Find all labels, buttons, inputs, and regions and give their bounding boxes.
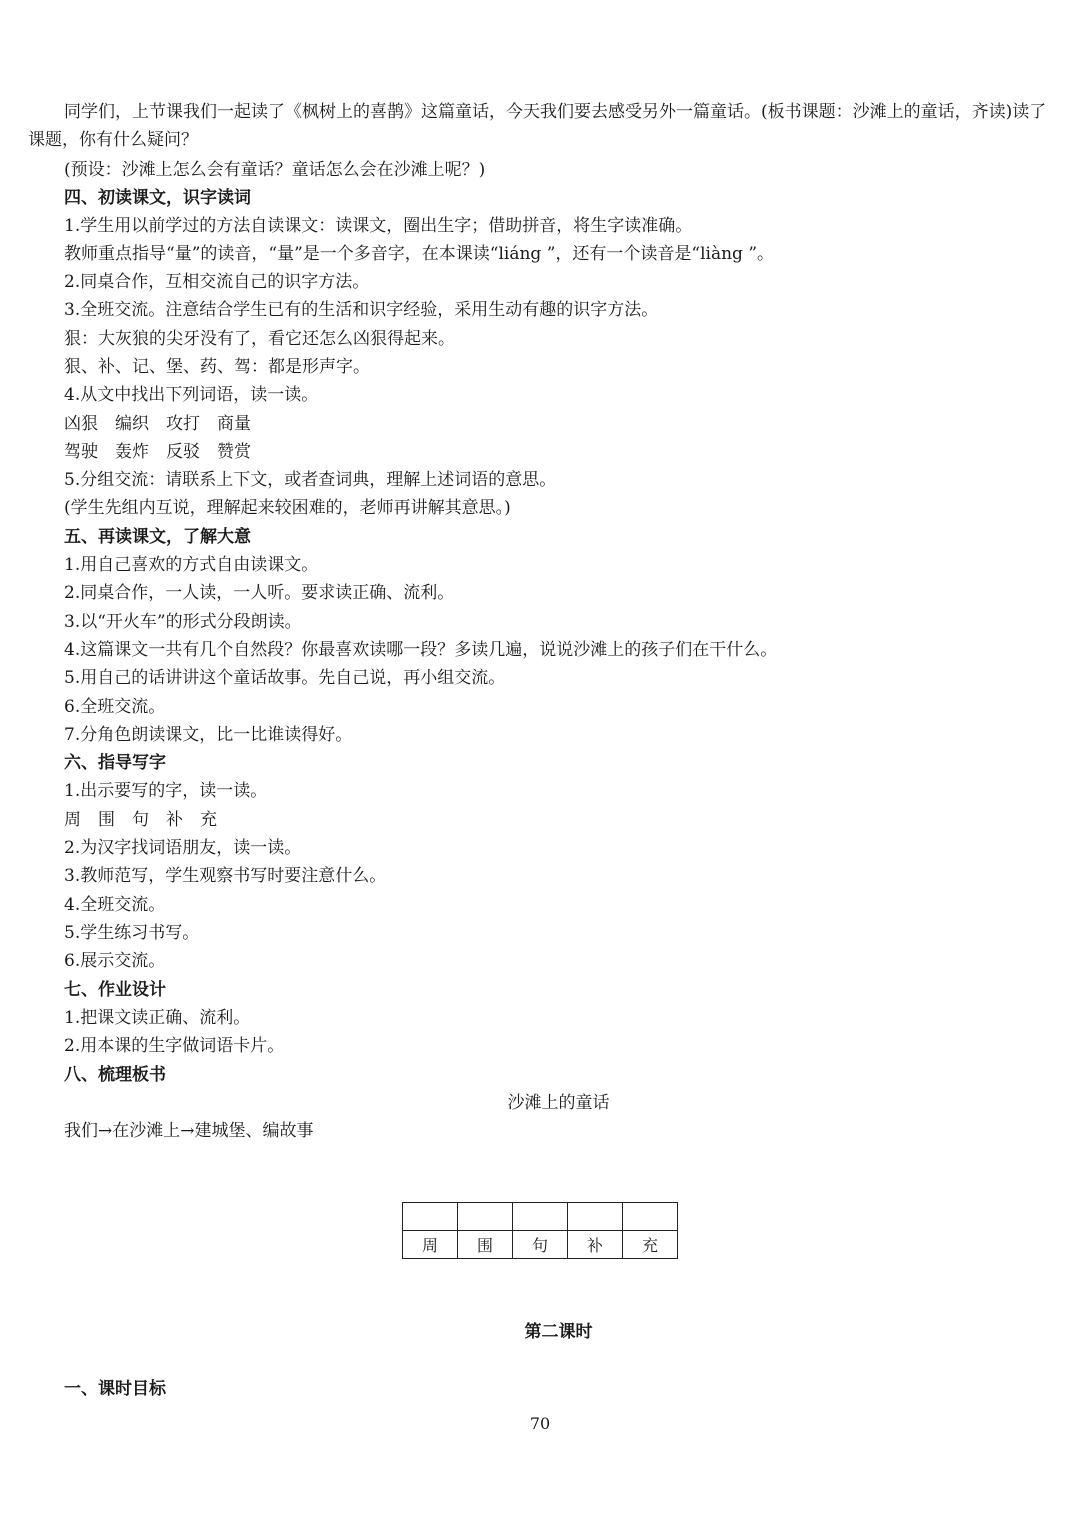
section4-note: (学生先组内互说，理解起来较困难的，老师再讲解其意思。) bbox=[64, 498, 511, 518]
section4-line: 狠：大灰狼的尖牙没有了，看它还怎么凶狠得起来。 bbox=[64, 329, 455, 349]
grid-cell bbox=[458, 1203, 513, 1231]
grid-empty-row bbox=[403, 1203, 678, 1231]
section5-line: 4.这篇课文一共有几个自然段？你最喜欢读哪一段？多读几遍，说说沙滩上的孩子们在干什么。 bbox=[64, 640, 778, 660]
section5-line: 3.以“开火车”的形式分段朗读。 bbox=[64, 612, 302, 632]
intro-preset: (预设：沙滩上怎么会有童话？童话怎么会在沙滩上呢？) bbox=[64, 160, 486, 180]
grid-cell: 围 bbox=[458, 1231, 513, 1259]
section4-line: 1.学生用以前学过的方法自读课文：读课文，圈出生字；借助拼音，将生字读准确。 bbox=[64, 216, 693, 236]
lesson2-title: 第二课时 bbox=[524, 1322, 593, 1342]
board-flow-line: 我们→在沙滩上→建城堡、编故事 bbox=[64, 1121, 314, 1141]
section-heading-4: 四、初读课文，识字读词 bbox=[64, 188, 251, 208]
section5-line: 7.分角色朗读课文，比一比谁读得好。 bbox=[64, 725, 353, 745]
grid-cell bbox=[403, 1203, 458, 1231]
section4-line: 2.同桌合作，互相交流自己的识字方法。 bbox=[64, 272, 370, 292]
section-heading-7: 七、作业设计 bbox=[64, 980, 166, 1000]
section5-line: 2.同桌合作，一人读，一人听。要求读正确、流利。 bbox=[64, 583, 455, 603]
grid-cell: 充 bbox=[623, 1231, 678, 1259]
grid-cell bbox=[568, 1203, 623, 1231]
section5-line: 1.用自己喜欢的方式自由读课文。 bbox=[64, 555, 319, 575]
section6-line: 6.展示交流。 bbox=[64, 951, 166, 971]
grid-cell bbox=[623, 1203, 678, 1231]
section4-line: 3.全班交流。注意结合学生已有的生活和识字经验，采用生动有趣的识字方法。 bbox=[64, 300, 659, 320]
grid-cell bbox=[513, 1203, 568, 1231]
section6-line: 3.教师范写，学生观察书写时要注意什么。 bbox=[64, 866, 387, 886]
section7-line: 1.把课文读正确、流利。 bbox=[64, 1008, 251, 1028]
section-heading-5: 五、再读课文，了解大意 bbox=[64, 527, 251, 547]
section6-line: 4.全班交流。 bbox=[64, 895, 166, 915]
section4-line: 教师重点指导“量”的读音，“量”是一个多音字，在本课读“liáng ”，还有一个读音是“liàng ”。 bbox=[64, 244, 775, 264]
section4-word-row: 驾驶 轰炸 反驳 赞赏 bbox=[64, 442, 251, 462]
section4-line: 4.从文中找出下列词语，读一读。 bbox=[64, 385, 319, 405]
lesson2-heading: 一、课时目标 bbox=[64, 1379, 166, 1399]
section4-line: 5.分组交流：请联系上下文，或者查词典，理解上述词语的意思。 bbox=[64, 470, 557, 490]
character-grid bbox=[402, 1202, 678, 1259]
section5-line: 5.用自己的话讲讲这个童话故事。先自己说，再小组交流。 bbox=[64, 668, 506, 688]
section4-line: 狠、补、记、堡、药、驾：都是形声字。 bbox=[64, 357, 370, 377]
grid-char-row bbox=[403, 1231, 678, 1259]
grid-cell: 周 bbox=[403, 1231, 458, 1259]
section6-line: 1.出示要写的字，读一读。 bbox=[64, 781, 268, 801]
section4-word-row: 凶狠 编织 攻打 商量 bbox=[64, 414, 251, 434]
grid-cell: 句 bbox=[513, 1231, 568, 1259]
grid-cell: 补 bbox=[568, 1231, 623, 1259]
section7-line: 2.用本课的生字做词语卡片。 bbox=[64, 1036, 285, 1056]
section6-line: 2.为汉字找词语朋友，读一读。 bbox=[64, 838, 302, 858]
board-title: 沙滩上的童话 bbox=[507, 1093, 610, 1113]
section6-char-row: 周 围 句 补 充 bbox=[64, 810, 217, 830]
section-heading-8: 八、梳理板书 bbox=[64, 1065, 166, 1085]
page-number: 70 bbox=[529, 1414, 551, 1433]
section-heading-6: 六、指导写字 bbox=[64, 753, 166, 773]
intro-paragraph: 同学们，上节课我们一起读了《枫树上的喜鹊》这篇童话，今天我们要去感受另外一篇童话。(板书课题：沙滩上的童话，齐读)读了课题，你有什么疑问？ bbox=[28, 102, 1047, 150]
section5-line: 6.全班交流。 bbox=[64, 697, 166, 717]
section6-line: 5.学生练习书写。 bbox=[64, 923, 200, 943]
